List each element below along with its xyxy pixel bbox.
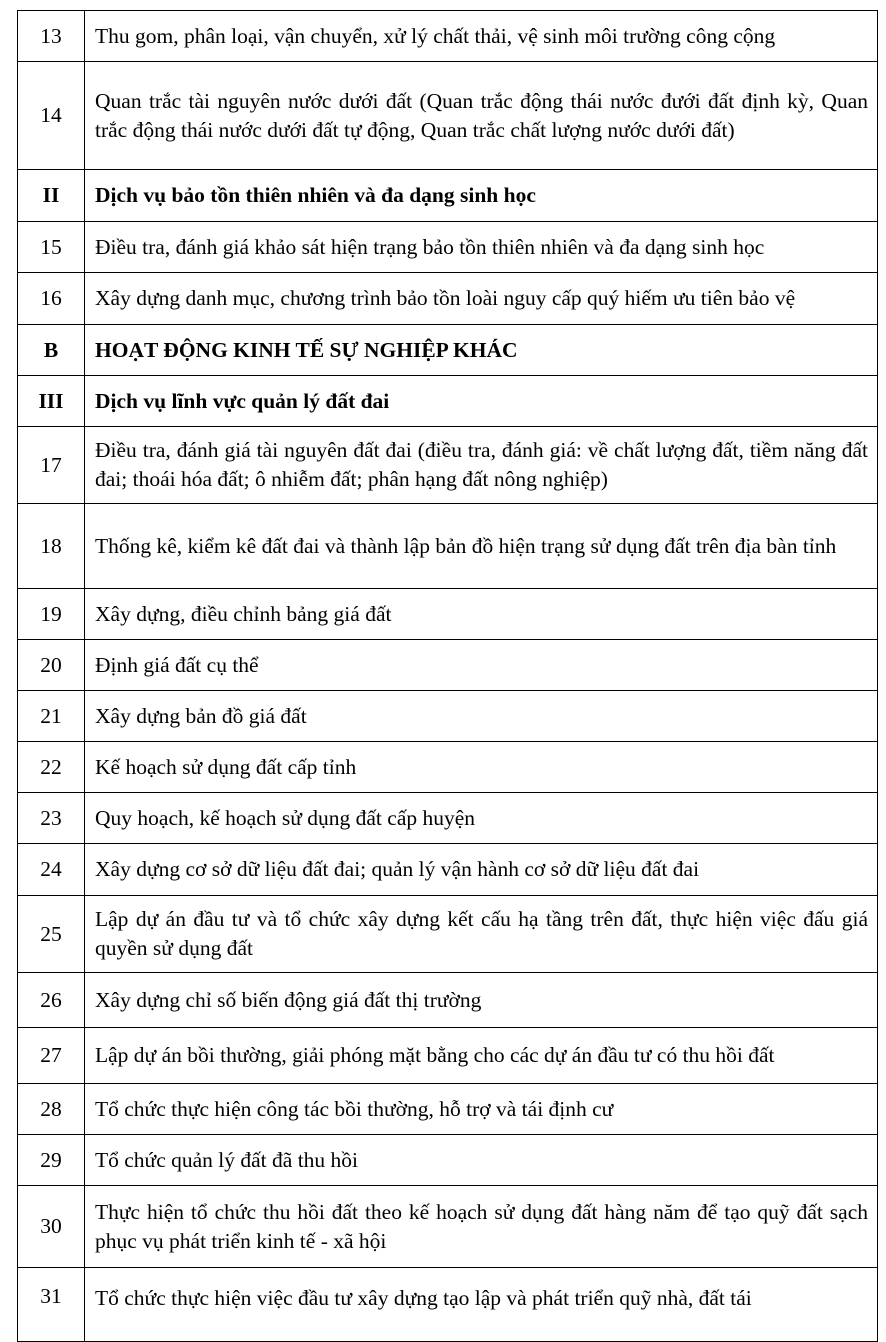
- section-number: II: [18, 170, 85, 222]
- row-description: Lập dự án đầu tư và tổ chức xây dựng kết cấu hạ tầng trên đất, thực hiện việc đấu giá quyền sử dụng đất: [85, 896, 878, 973]
- row-description: Tổ chức thực hiện việc đầu tư xây dựng tạo lập và phát triển quỹ nhà, đất tái: [85, 1268, 878, 1342]
- row-description: Xây dựng bản đồ giá đất: [85, 691, 878, 742]
- table-row: [18, 973, 878, 1028]
- row-description: Xây dựng danh mục, chương trình bảo tồn loài nguy cấp quý hiếm ưu tiên bảo vệ: [85, 273, 878, 325]
- row-number: 14: [18, 62, 85, 170]
- row-number: 23: [18, 793, 85, 844]
- table-row: [18, 1268, 878, 1342]
- table-row: [18, 222, 878, 273]
- row-number: 18: [18, 504, 85, 589]
- row-number: 16: [18, 273, 85, 325]
- row-number: 24: [18, 844, 85, 896]
- row-number: 25: [18, 896, 85, 973]
- row-description: Lập dự án bồi thường, giải phóng mặt bằng cho các dự án đầu tư có thu hồi đất: [85, 1028, 878, 1084]
- table-row: [18, 742, 878, 793]
- section-title: Dịch vụ lĩnh vực quản lý đất đai: [85, 376, 878, 427]
- row-number: 19: [18, 589, 85, 640]
- row-number: 15: [18, 222, 85, 273]
- row-number: 30: [18, 1186, 85, 1268]
- table-row: [18, 11, 878, 62]
- section-number: III: [18, 376, 85, 427]
- row-number: 22: [18, 742, 85, 793]
- row-description: Quan trắc tài nguyên nước dưới đất (Quan trắc động thái nước đưới đất định kỳ, Quan trắc động thái nước dưới đất tự động, Quan trắc chất lượng nước dưới đất): [85, 62, 878, 170]
- row-description: Định giá đất cụ thể: [85, 640, 878, 691]
- table-row: [18, 640, 878, 691]
- row-description: Quy hoạch, kế hoạch sử dụng đất cấp huyện: [85, 793, 878, 844]
- row-description: Xây dựng chỉ số biến động giá đất thị trường: [85, 973, 878, 1028]
- row-description: Thực hiện tổ chức thu hồi đất theo kế hoạch sử dụng đất hàng năm để tạo quỹ đất sạch phục vụ phát triển kinh tế - xã hội: [85, 1186, 878, 1268]
- row-description: Kế hoạch sử dụng đất cấp tỉnh: [85, 742, 878, 793]
- table-row: [18, 1028, 878, 1084]
- section-title: HOẠT ĐỘNG KINH TẾ SỰ NGHIỆP KHÁC: [85, 325, 878, 376]
- row-description: Thu gom, phân loại, vận chuyển, xử lý chất thải, vệ sinh môi trường công cộng: [85, 11, 878, 62]
- row-description: Tổ chức thực hiện công tác bồi thường, hỗ trợ và tái định cư: [85, 1084, 878, 1135]
- table-row: [18, 589, 878, 640]
- section-header-row: [18, 170, 878, 222]
- row-description: Điều tra, đánh giá tài nguyên đất đai (điều tra, đánh giá: về chất lượng đất, tiềm năng đất đai; thoái hóa đất; ô nhiễm đất; phân hạng đất nông nghiệp): [85, 427, 878, 504]
- table-row: [18, 844, 878, 896]
- row-number: 26: [18, 973, 85, 1028]
- table-row: [18, 691, 878, 742]
- section-header-row: [18, 376, 878, 427]
- row-number: 21: [18, 691, 85, 742]
- row-description: Tổ chức quản lý đất đã thu hồi: [85, 1135, 878, 1186]
- row-number: 31: [18, 1268, 85, 1342]
- section-number: B: [18, 325, 85, 376]
- row-number: 29: [18, 1135, 85, 1186]
- row-number: 28: [18, 1084, 85, 1135]
- table-row: [18, 896, 878, 973]
- section-title: Dịch vụ bảo tồn thiên nhiên và đa dạng sinh học: [85, 170, 878, 222]
- table-row: [18, 62, 878, 170]
- row-number: 17: [18, 427, 85, 504]
- section-header-row: [18, 325, 878, 376]
- row-number: 27: [18, 1028, 85, 1084]
- row-description: Xây dựng cơ sở dữ liệu đất đai; quản lý vận hành cơ sở dữ liệu đất đai: [85, 844, 878, 896]
- table-row: [18, 427, 878, 504]
- row-number: 13: [18, 11, 85, 62]
- services-table: [17, 10, 878, 1342]
- table-row: [18, 1084, 878, 1135]
- row-description: Xây dựng, điều chỉnh bảng giá đất: [85, 589, 878, 640]
- table-row: [18, 1135, 878, 1186]
- table-row: [18, 273, 878, 325]
- row-number: 20: [18, 640, 85, 691]
- row-description: Điều tra, đánh giá khảo sát hiện trạng bảo tồn thiên nhiên và đa dạng sinh học: [85, 222, 878, 273]
- row-description: Thống kê, kiểm kê đất đai và thành lập bản đồ hiện trạng sử dụng đất trên địa bàn tỉnh: [85, 504, 878, 589]
- table-row: [18, 793, 878, 844]
- table-row: [18, 1186, 878, 1268]
- table-row: [18, 504, 878, 589]
